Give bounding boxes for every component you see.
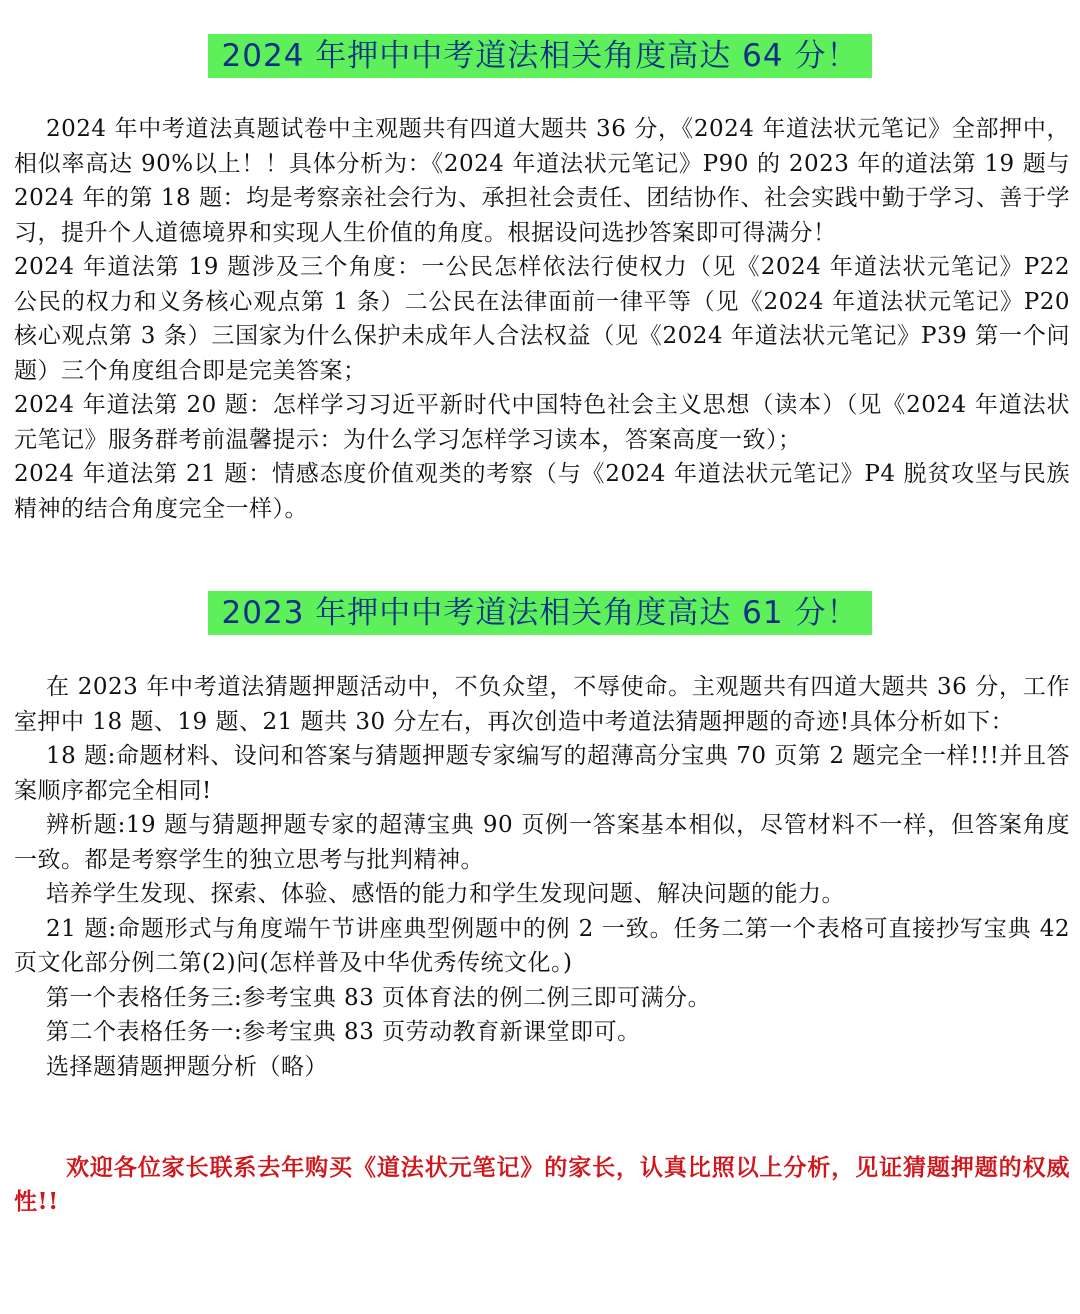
footer-notice: 欢迎各位家长联系去年购买《道法状元笔记》的家长，认真比照以上分析，见证猜题押题的权威性!! — [14, 1154, 1070, 1215]
paragraph-2023-q18: 18 题:命题材料、设问和答案与猜题押题专家编写的超薄高分宝典 70 页第 2 题完全一样!!!并且答案顺序都完全相同! — [14, 743, 1070, 804]
paragraph-2023-q21: 21 题:命题形式与角度端午节讲座典型例题中的例 2 一致。任务二第一个表格可直接抄写宝典 42 页文化部分例二第(2)问(怎样普及中华优秀传统文化。) — [14, 915, 1070, 976]
heading-2024-wrap — [0, 34, 1080, 78]
paragraph-2024-q21: 2024 年道法第 21 题：情感态度价值观类的考察（与《2024 年道法状元笔记》P4 脱贫攻坚与民族精神的结合角度完全一样）。 — [14, 461, 1070, 522]
section-2023-body — [14, 670, 1070, 1084]
paragraph-2023-abilities: 培养学生发现、探索、体验、感悟的能力和学生发现问题、解决问题的能力。 — [46, 881, 845, 907]
heading-2023: 2023 年押中中考道法相关角度高达 61 分！ — [208, 591, 873, 635]
heading-2023-wrap — [0, 591, 1080, 635]
section-2024-body — [14, 112, 1070, 526]
paragraph-2023-table2: 第二个表格任务一:参考宝典 83 页劳动教育新课堂即可。 — [46, 1019, 641, 1045]
paragraph-2024-q19: 2024 年道法第 19 题涉及三个角度：一公民怎样依法行使权力（见《2024 年道法状元笔记》P22 公民的权力和义务核心观点第 1 条）二公民在法律面前一律平等（见《2024 年道法状元笔记》P20 核心观点第 3 条）三国家为什么保护未成年人合法权益（见《2024 年道法状元笔记》P39 第一个问题）三个角度组合即是完美答案； — [14, 254, 1070, 384]
paragraph-2023-choice: 选择题猜题押题分析（略） — [46, 1053, 328, 1080]
paragraph-2023-q19: 辨析题:19 题与猜题押题专家的超薄宝典 90 页例一答案基本相似，尽管材料不一样，但答案角度一致。都是考察学生的独立思考与批判精神。 — [14, 812, 1070, 873]
paragraph-2023-table1: 第一个表格任务三:参考宝典 83 页体育法的例二例三即可满分。 — [46, 984, 712, 1011]
paragraph-2023-intro: 在 2023 年中考道法猜题押题活动中，不负众望，不辱使命。主观题共有四道大题共 36 分，工作室押中 18 题、19 题、21 题共 30 分左右，再次创造中考道法猜题押题的奇迹!具体分析如下： — [14, 674, 1070, 735]
paragraph-2024-q20: 2024 年道法第 20 题：怎样学习习近平新时代中国特色社会主义思想（读本）（见《2024 年道法状元笔记》服务群考前温馨提示：为什么学习怎样学习读本，答案高度一致）； — [14, 392, 1070, 453]
heading-2024: 2024 年押中中考道法相关角度高达 64 分！ — [208, 34, 873, 78]
paragraph-2024-intro: 2024 年中考道法真题试卷中主观题共有四道大题共 36 分，《2024 年道法状元笔记》全部押中，相似率高达 90%以上！！具体分析为：《2024 年道法状元笔记》P90 的 2023 年的道法第 19 题与 2024 年的第 18 题：均是考察亲社会行为、承担社会责任、团结协作、社会实践中勤于学习、善于学习，提升个人道德境界和实现人生价值的角度。根据设问选抄答案即可得满分！ — [14, 116, 1070, 246]
